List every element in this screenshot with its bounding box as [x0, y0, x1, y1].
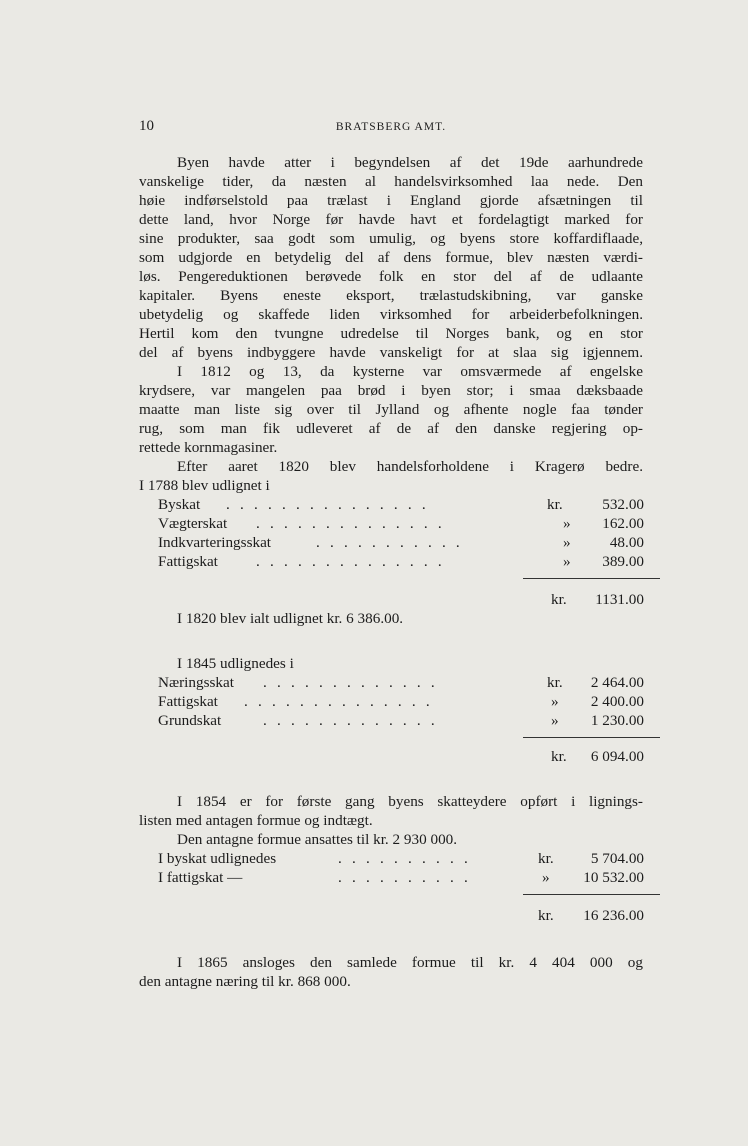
text-line: I 1845 udlignedes i: [177, 655, 294, 672]
paragraph-1854: [139, 792, 643, 849]
tax-amount: 2 400.00: [590, 693, 644, 710]
sum-rule: [523, 578, 660, 579]
tax-row-indkvarteringsskat-1788: [158, 533, 644, 552]
text-line: Efter aaret 1820 blev handelsforholdene i Kragerø bedre.: [177, 458, 643, 475]
text-line: Hertil kom den tvungne udredelse til Norges bank, og en stor: [139, 325, 643, 342]
page-header: [139, 118, 643, 138]
tax-label: Grundskat: [158, 712, 222, 729]
text-line: del af byens indbyggere havde vanskeligt for at slaa sig igjennem.: [139, 344, 643, 361]
text-line: løs. Pengereduktionen berøvede folk en stor del af de udlaante: [139, 268, 643, 285]
paragraph-1865: [139, 953, 643, 991]
text-line: I 1854 er for første gang byens skatteydere opført i lignings-: [177, 793, 643, 810]
tax-amount: 532.00: [602, 496, 644, 513]
leader-dots: . . . . . . . . . . . . . .: [244, 693, 433, 710]
text-line: I 1788 blev udlignet i: [139, 477, 270, 494]
tax-row-fattigskat-1788: [158, 552, 644, 571]
total-amount: 1131.00: [595, 591, 644, 608]
text-line: maatte man liste sig over til Jylland og afhente nogle faa tønder: [139, 401, 643, 418]
tax-total-1854: [158, 906, 644, 925]
text-line: I 1812 og 13, da kysterne var omsværmede af engelske: [177, 363, 643, 380]
tax-label: Næringsskat: [158, 674, 234, 691]
tax-label: Vægterskat: [158, 515, 228, 532]
tax-label: Fattigskat: [158, 553, 218, 570]
tax-total-1845: [158, 747, 644, 766]
running-title: BRATSBERG AMT.: [335, 121, 447, 133]
text-line: kapitaler. Byens eneste eksport, trælastudskibning, var ganske: [139, 287, 643, 304]
currency-mark: kr.: [538, 907, 554, 924]
text-line: høie indførselstold paa trælast i England gjorde afsætningen til: [139, 192, 643, 209]
tax-amount: 162.00: [602, 515, 644, 532]
text-line: den antagne næring til kr. 868 000.: [139, 973, 351, 990]
leader-dots: . . . . . . . . . . . . . . .: [226, 496, 429, 513]
tax-row-naeringsskat-1845: [158, 673, 644, 692]
text-line: ubetydelig og skaffede liden virksomhed for arbeiderbefolkningen.: [139, 306, 643, 323]
leader-dots: . . . . . . . . . .: [338, 850, 471, 867]
text-line: dette land, hvor Norge før havde havt et fordelagtigt marked for: [139, 211, 643, 228]
currency-mark: kr.: [538, 850, 554, 867]
tax-label: I byskat udlignedes: [158, 850, 277, 867]
page-number: 10: [139, 118, 154, 134]
tax-label: Fattigskat: [158, 693, 218, 710]
paragraph-1820: [139, 457, 643, 495]
currency-mark: »: [563, 534, 571, 551]
text-line: som udgjorde en betydelig del af dens formue, blev næsten værdi-: [139, 249, 643, 266]
tax-amount: 389.00: [602, 553, 644, 570]
tax-row-byskat-1788: [158, 495, 644, 514]
leader-dots: . . . . . . . . . . . . .: [263, 674, 438, 691]
leader-dots: . . . . . . . . . .: [338, 869, 471, 886]
tax-row-byskat-1854: [158, 849, 644, 868]
line-1820-total: [139, 609, 643, 628]
text-line: krydsere, var mangelen paa brød i byen stor; i smaa dæksbaade: [139, 382, 643, 399]
text-line: vanskelige tider, da næsten al handelsvirksomhed laa nede. Den: [139, 173, 643, 190]
leader-dots: . . . . . . . . . . . . . .: [256, 553, 445, 570]
tax-label: Indkvarteringsskat: [158, 534, 272, 551]
currency-mark: »: [542, 869, 550, 886]
currency-mark: »: [551, 693, 559, 710]
tax-row-vaegterskat-1788: [158, 514, 644, 533]
text-line: I 1865 ansloges den samlede formue til kr. 4 404 000 og: [177, 954, 643, 971]
total-amount: 16 236.00: [583, 907, 644, 924]
text-line: sine produkter, saa godt som umulig, og byens store koffardiflaade,: [139, 230, 643, 247]
line-1845: [139, 654, 643, 673]
text-line: Den antagne formue ansattes til kr. 2 930 000.: [177, 831, 458, 848]
sum-rule: [523, 894, 660, 895]
tax-amount: 2 464.00: [590, 674, 644, 691]
tax-row-fattigskat-1845: [158, 692, 644, 711]
currency-mark: kr.: [551, 748, 567, 765]
sum-rule: [523, 737, 660, 738]
tax-label: I fattigskat —: [158, 869, 243, 886]
tax-amount: 1 230.00: [590, 712, 644, 729]
tax-row-fattigskat-1854: [158, 868, 644, 887]
text-line: rettede kornmagasiner.: [139, 439, 278, 456]
tax-amount: 5 704.00: [590, 850, 644, 867]
tax-amount: 48.00: [609, 534, 644, 551]
tax-label: Byskat: [158, 496, 201, 513]
paragraph-1812: [139, 362, 643, 457]
tax-total-1788: [158, 590, 644, 609]
text-line: Byen havde atter i begyndelsen af det 19de aarhundrede: [177, 154, 643, 171]
currency-mark: »: [563, 553, 571, 570]
currency-mark: kr.: [547, 496, 563, 513]
text-line: I 1820 blev ialt udlignet kr. 6 386.00.: [177, 610, 404, 627]
currency-mark: kr.: [547, 674, 563, 691]
currency-mark: kr.: [551, 591, 567, 608]
text-line: listen med antagen formue og indtægt.: [139, 812, 373, 829]
tax-row-grundskat-1845: [158, 711, 644, 730]
leader-dots: . . . . . . . . . . .: [316, 534, 463, 551]
paragraph-early-19th-century: [139, 153, 643, 362]
currency-mark: »: [551, 712, 559, 729]
leader-dots: . . . . . . . . . . . . . .: [256, 515, 445, 532]
leader-dots: . . . . . . . . . . . . .: [263, 712, 438, 729]
total-amount: 6 094.00: [590, 748, 644, 765]
text-line: rug, som man fik udleveret af de af den danske regjering op-: [139, 420, 643, 437]
currency-mark: »: [563, 515, 571, 532]
tax-amount: 10 532.00: [583, 869, 644, 886]
